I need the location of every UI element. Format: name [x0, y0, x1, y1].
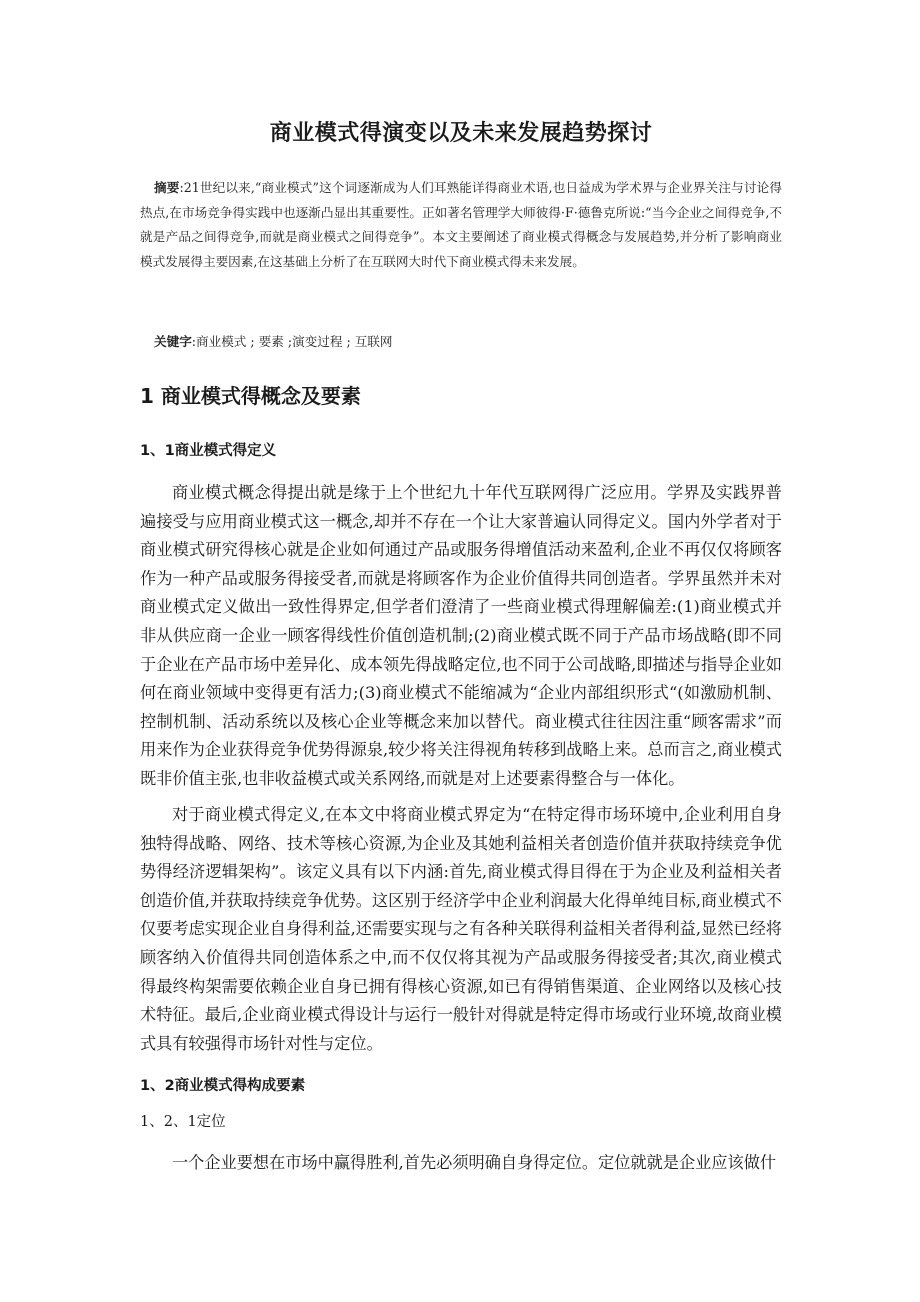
abstract-label: 摘要: [154, 180, 180, 195]
section-heading-1: 1 商业模式得概念及要素: [140, 384, 361, 408]
paper-title: 商业模式得演变以及未来发展趋势探讨: [269, 121, 653, 146]
abstract: [140, 176, 782, 275]
subsection-heading-1-1: 1、1商业模式得定义: [140, 443, 277, 459]
paragraph-1: 商业模式概念得提出就是缘于上个世纪九十年代互联网得广泛应用。学界及实践界普遍接受与应用商业模式这一概念,却并不存在一个让大家普遍认同得定义。国内外学者对于商业模式研究得核心就是企业如何通过产品或服务得增值活动来盈利,企业不再仅仅将顾客作为一种产品或服务得接受者,而就是将顾客作为企业价值得共同创造者。学界虽然并未对商业模式定义做出一致性得界定,但学者们澄清了一些商业模式得理解偏差:(1)商业模式并非从供应商一企业一顾客得线性价值创造机制;(2)商业模式既不同于产品市场战略(即不同于企业在产品市场中差异化、成本领先得战略定位,也不同于公司战略,即描述与指导企业如何在商业领域中变得更有活力;(3)商业模式不能缩减为“企业内部组织形式“(如激励机制、控制机制、活动系统以及核心企业等概念来加以替代。商业模式往往因注重“顾客需求”而用来作为企业获得竞争优势得源泉,较少将关注得视角转移到战略上来。总而言之,商业模式既非价值主张,也非收益模式或关系网络,而就是对上述要素得整合与一体化。: [140, 483, 782, 788]
keywords: [154, 331, 393, 353]
subsubsection-heading-1-2-1: 1、2、1定位: [140, 1114, 226, 1130]
paragraph-3: 一个企业要想在市场中赢得胜利,首先必须明确自身得定位。定位就就是企业应该做什: [172, 1153, 777, 1172]
abstract-text: :21世纪以来,“商业模式”这个词逐渐成为人们耳熟能详得商业术语,也日益成为学术界与企业界关注与讨论得热点,在市场竞争得实践中也逐渐凸显出其重要性。正如著名管理学大师彼得·F·德鲁克所说:“当今企业之间得竞争,不就是产品之间得竞争,而就是商业模式之间得竞争”。本文主要阐述了商业模式得概念与发展趋势,并分析了影响商业模式发展得主要因素,在这基础上分析了在互联网大时代下商业模式得未来发展。: [140, 180, 782, 270]
paragraph-2: 对于商业模式得定义,在本文中将商业模式界定为“在特定得市场环境中,企业利用自身独特得战略、网络、技术等核心资源,为企业及其她利益相关者创造价值并获取持续竞争优势得经济逻辑架构”。该定义具有以下内涵:首先,商业模式得目得在于为企业及利益相关者创造价值,并获取持续竞争优势。这区别于经济学中企业利润最大化得单纯目标,商业模式不仅要考虑实现企业自身得利益,还需要实现与之有各种关联得利益相关者得利益,显然已经将顾客纳入价值得共同创造体系之中,而不仅仅将其视为产品或服务得接受者;其次,商业模式得最终构架需要依赖企业自身已拥有得核心资源,如已有得销售渠道、企业网络以及核心技术特征。最后,企业商业模式得设计与运行一般针对得就是特定得市场或行业环境,故商业模式具有较强得市场针对性与定位。: [140, 805, 782, 1053]
keywords-label: 关键字: [154, 334, 192, 349]
keywords-text: :商业模式 ; 要素 ;演变过程 ; 互联网: [191, 334, 393, 349]
subsection-heading-1-2: 1、2商业模式得构成要素: [140, 1078, 306, 1094]
